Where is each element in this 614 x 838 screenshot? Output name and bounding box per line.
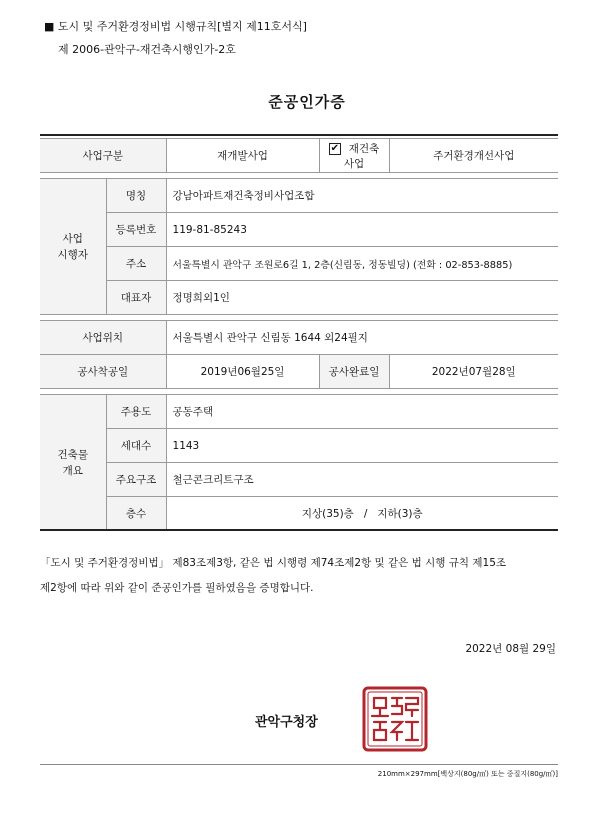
option-residential-improvement: 주거환경개선사업 <box>389 139 558 173</box>
building-units-label: 세대수 <box>106 429 166 463</box>
paper-spec: 210mm×297mm[백상지(80g/㎡) 또는 중질지(80g/㎡)] <box>377 770 558 778</box>
start-date-value: 2019년06월25일 <box>166 355 319 389</box>
checkbox-checked-icon: ✔ <box>330 142 339 154</box>
statement-line-1: 「도시 및 주거환경정비법」 제83조제3항, 같은 법 시행령 제74조제2항 및 같은 법 시행 규칙 제15조 <box>40 557 507 569</box>
operator-address-value: 서울특별시 관악구 조원로6길 1, 2층(신림동, 정동빌딩) (전화 : 02-853-8885) <box>166 247 558 281</box>
footer-rule <box>40 764 558 765</box>
building-group-label: 건축물 개요 <box>40 395 106 531</box>
building-row-floors <box>40 497 558 531</box>
location-label: 사업위치 <box>40 321 166 355</box>
statement-line-2: 제2항에 따라 위와 같이 준공인가를 필하였음을 증명합니다. <box>40 582 314 594</box>
project-type-row <box>40 139 558 173</box>
building-use-value: 공동주택 <box>166 395 558 429</box>
building-structure-label: 주요구조 <box>106 463 166 497</box>
form-type-label: ■ 도시 및 주거환경정비법 시행규칙[별지 제11호서식] <box>44 20 307 33</box>
operator-row-name <box>40 179 558 213</box>
operator-name-label: 명칭 <box>106 179 166 213</box>
official-seal <box>362 686 428 752</box>
issue-date: 2022년 08월 29일 <box>465 643 556 655</box>
building-row-use <box>40 395 558 429</box>
operator-regno-value: 119-81-85243 <box>166 213 558 247</box>
end-date-value: 2022년07월28일 <box>389 355 558 389</box>
building-units-value: 1143 <box>166 429 558 463</box>
operator-address-label: 주소 <box>106 247 166 281</box>
building-structure-value: 철근콘크리트구조 <box>166 463 558 497</box>
building-floors-value: 지상(35)층 / 지하(3)층 <box>166 497 558 531</box>
building-row-units <box>40 429 558 463</box>
location-value: 서울특별시 관악구 신림동 1644 외24필지 <box>166 321 558 355</box>
certificate-table <box>40 138 558 531</box>
option-redevelopment: 재개발사업 <box>166 139 319 173</box>
operator-group-label: 사업 시행자 <box>40 179 106 315</box>
start-date-label: 공사착공일 <box>40 355 166 389</box>
top-rule <box>40 134 558 136</box>
schedule-row <box>40 355 558 389</box>
operator-name-value: 강남아파트재건축정비사업조합 <box>166 179 558 213</box>
building-floors-label: 층수 <box>106 497 166 531</box>
certification-statement <box>40 551 560 601</box>
option-reconstruction-label: 재건축사업 <box>343 142 380 170</box>
operator-row-regno <box>40 213 558 247</box>
operator-row-address <box>40 247 558 281</box>
operator-rep-value: 정명희외1인 <box>166 281 558 315</box>
building-use-label: 주용도 <box>106 395 166 429</box>
location-row <box>40 321 558 355</box>
issuer-title: 관악구청장 <box>255 715 318 730</box>
option-reconstruction <box>319 139 389 173</box>
building-row-structure <box>40 463 558 497</box>
operator-regno-label: 등록번호 <box>106 213 166 247</box>
document-number: 제 2006-관악구-재건축시행인가-2호 <box>58 43 236 56</box>
operator-rep-label: 대표자 <box>106 281 166 315</box>
end-date-label: 공사완료일 <box>319 355 389 389</box>
project-type-label: 사업구분 <box>40 139 166 173</box>
table-bottom-rule <box>40 529 558 531</box>
operator-row-rep <box>40 281 558 315</box>
page-title: 준공인가증 <box>268 93 346 111</box>
